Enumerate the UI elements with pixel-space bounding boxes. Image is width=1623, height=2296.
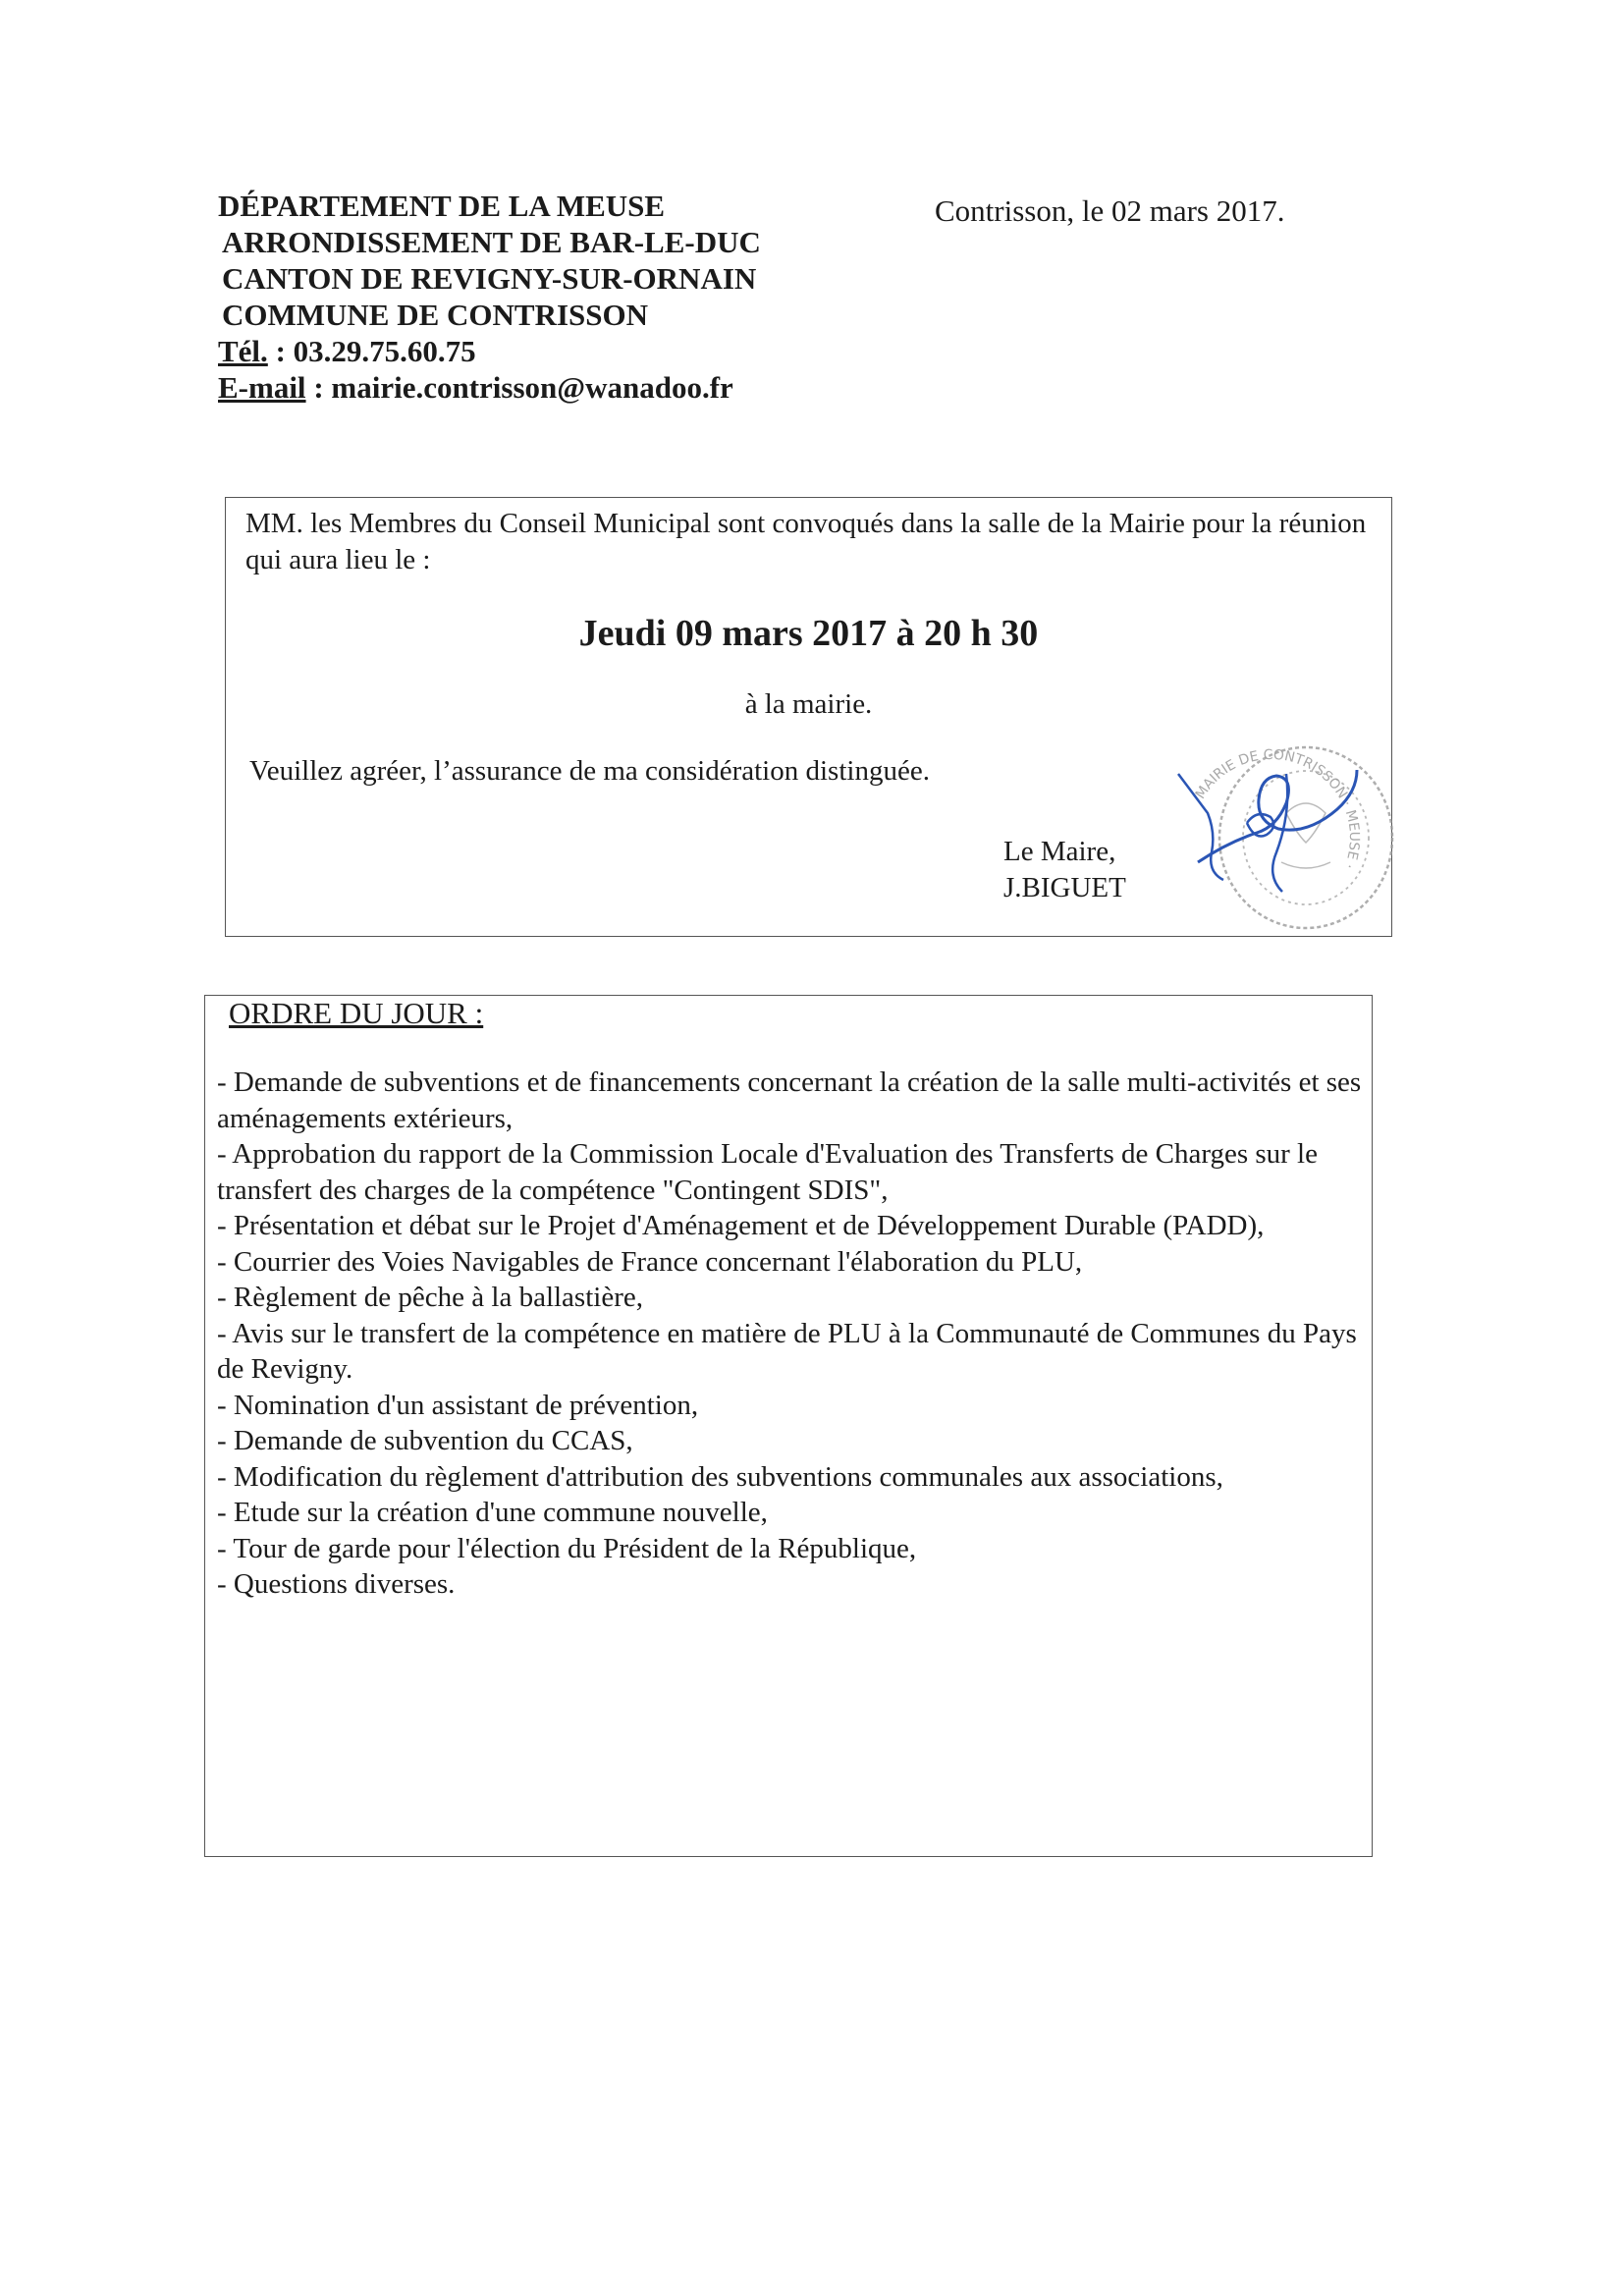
agenda-item: - Etude sur la création d'une commune nouvelle, [217, 1497, 768, 1528]
letterhead-canton: CANTON DE REVIGNY-SUR-ORNAIN [222, 261, 757, 296]
agenda-list [217, 1065, 1366, 1603]
agenda-item: - Courrier des Voies Navigables de France concernant l'élaboration du PLU, [217, 1245, 1083, 1278]
signature-name: J.BIGUET [1003, 872, 1126, 903]
agenda-item: - Règlement de pêche à la ballastière, [217, 1282, 643, 1313]
agenda-item: - Tour de garde pour l'élection du Président de la République, [217, 1532, 917, 1564]
agenda-item: - Avis sur le transfert de la compétence en matière de PLU à la Communauté de Communes du Pays de Revigny. [217, 1317, 1357, 1385]
agenda-item: - Nomination d'un assistant de prévention, [217, 1389, 699, 1421]
email-label: E-mail [218, 370, 306, 405]
signature-block [1003, 834, 1126, 906]
agenda-item: - Modification du règlement d'attribution des subventions communales aux associations, [217, 1460, 1223, 1493]
agenda-item: - Demande de subventions et de financements concernant la création de la salle multi-activités et ses aménagements extérieurs, [217, 1066, 1362, 1134]
phone-label: Tél. [218, 334, 268, 368]
meeting-place: à la mairie. [744, 688, 873, 720]
seal-ring-text: MAIRIE DE CONTRISSON · MEUSE · [1192, 746, 1363, 872]
letterhead-commune: COMMUNE DE CONTRISSON [222, 298, 649, 332]
phone-value: : 03.29.75.60.75 [267, 334, 476, 368]
closing-regards: Veuillez agréer, l’assurance de ma considération distinguée. [249, 755, 930, 787]
letterhead-phone [218, 333, 761, 369]
agenda-item: - Questions diverses. [217, 1568, 456, 1600]
agenda-box [204, 995, 1373, 1857]
signature-title: Le Maire, [1003, 836, 1116, 867]
convocation-intro: MM. les Membres du Conseil Municipal sont convoqués dans la salle de la Mairie pour la réunion qui aura lieu le : [245, 508, 1367, 575]
email-value: : mairie.contrisson@wanadoo.fr [305, 370, 733, 405]
meeting-datetime: Jeudi 09 mars 2017 à 20 h 30 [578, 613, 1039, 654]
agenda-item: - Approbation du rapport de la Commission Locale d'Evaluation des Transferts de Charges sur le transfert des charges de la compétence "Contingent SDIS", [217, 1138, 1318, 1206]
letterhead [218, 188, 761, 406]
mayor-seal-stamp-icon [1139, 715, 1404, 941]
letterhead-department: DÉPARTEMENT DE LA MEUSE [218, 189, 666, 223]
agenda-item: - Présentation et débat sur le Projet d'Aménagement et de Développement Durable (PADD), [217, 1210, 1265, 1241]
letterhead-email [218, 369, 761, 406]
letterhead-arrondissement: ARRONDISSEMENT DE BAR-LE-DUC [222, 225, 761, 259]
letter-date: Contrisson, le 02 mars 2017. [935, 193, 1285, 228]
agenda-title: ORDRE DU JOUR : [229, 996, 484, 1030]
agenda-item: - Demande de subvention du CCAS, [217, 1425, 633, 1456]
